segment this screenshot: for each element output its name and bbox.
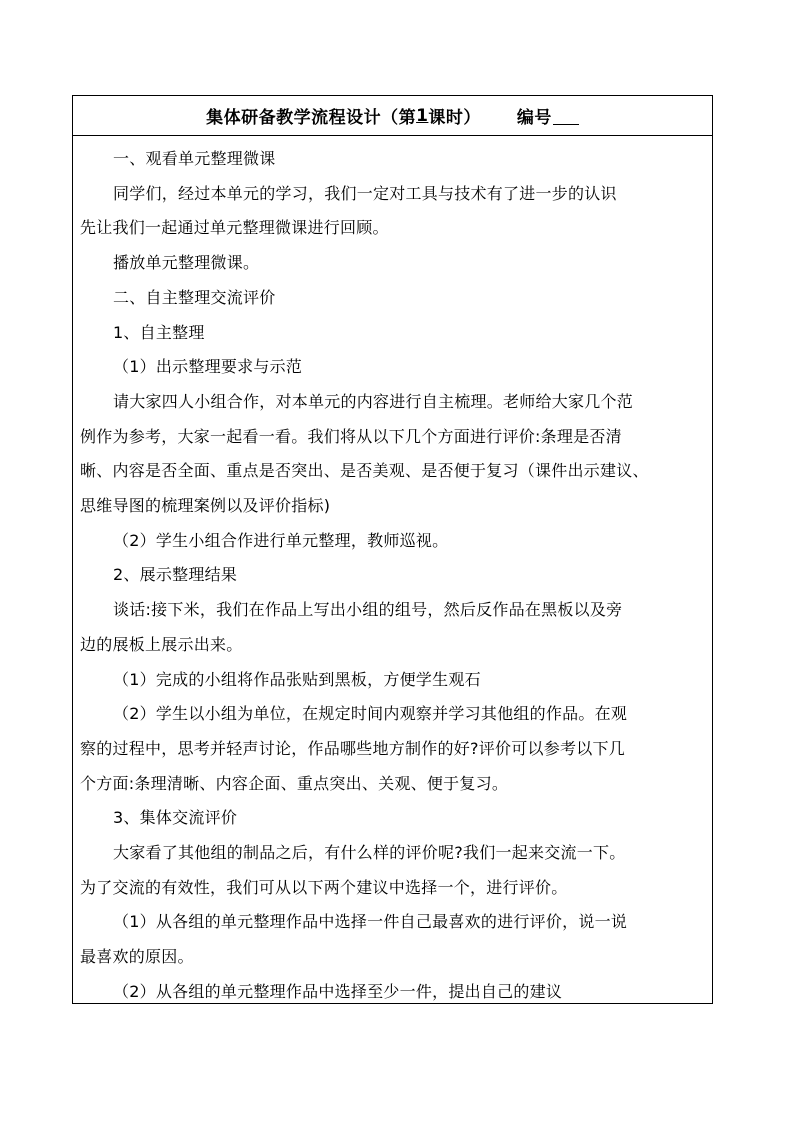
text-line: 同学们，经过本单元的学习，我们一定对工具与技术有了进一步的认识	[113, 183, 617, 203]
text-line: （1）从各组的单元整理作品中选择一件自己最喜欢的进行评价，说一说	[113, 912, 628, 932]
text-line: 谈话:接下米，我们在作品上写出小组的组号，然后反作品在黑板以及旁	[113, 600, 623, 620]
text-line: 个方面:条理清晰、内容企面、重点突出、关观、便于复习。	[80, 773, 509, 793]
text-line: 思维导图的梳理案例以及评价指标)	[80, 496, 331, 516]
text-line: 察的过程中，思考并轻声讨论，作品哪些地方制作的好?评价可以参考以下几	[80, 738, 625, 758]
lesson-plan-table	[72, 95, 713, 1004]
text-line: （2）从各组的单元整理作品中选择至少一件，提出自己的建议	[113, 981, 563, 1001]
text-line: 先让我们一起通过单元整理微课进行回顾。	[80, 218, 389, 238]
code-blank	[553, 106, 579, 125]
text-line: （1）完成的小组将作品张贴到黑板，方便学生观石	[113, 669, 481, 689]
text-line: （2）学生以小组为单位，在规定时间内观察并学习其他组的作品。在观	[113, 704, 628, 724]
title-prefix: 集体研备教学流程设计（第	[206, 108, 417, 128]
text-line: 3、集体交流评价	[113, 808, 238, 828]
content-cell	[73, 136, 712, 1010]
text-line: 2、展示整理结果	[113, 565, 238, 585]
text-line: 为了交流的有效性，我们可从以下两个建议中选择一个，进行评价。	[80, 877, 568, 897]
text-line: 二、自主整理交流评价	[113, 287, 276, 307]
table-header	[73, 96, 712, 136]
text-line: 1、自主整理	[113, 322, 205, 342]
text-line: 播放单元整理微课。	[113, 253, 260, 273]
code-label: 编号	[516, 108, 552, 128]
text-line: 最喜欢的原因。	[80, 947, 194, 967]
lesson-number: 1	[416, 105, 429, 126]
text-line: （2）学生小组合作进行单元整理，教师巡视。	[113, 530, 449, 550]
text-line: 边的展板上展示出来。	[80, 634, 243, 654]
title-suffix: 课时）	[428, 108, 481, 128]
text-line: 大家看了其他组的制品之后，有什么样的评价呢?我们一起来交流一下。	[113, 843, 626, 863]
text-line: 一、观看单元整理微课	[113, 149, 276, 168]
text-line: （1）出示整理要求与示范	[113, 357, 303, 377]
text-line: 例作为参考，大家一起看一看。我们将从以下几个方面进行评价:条理是否清	[80, 426, 622, 446]
text-line: 请大家四人小组合作，对本单元的内容进行自主梳理。老师给大家几个范	[113, 391, 634, 411]
text-line: 晰、内容是否全面、重点是否突出、是否美观、是否便于复习（课件出示建议、	[80, 461, 649, 481]
